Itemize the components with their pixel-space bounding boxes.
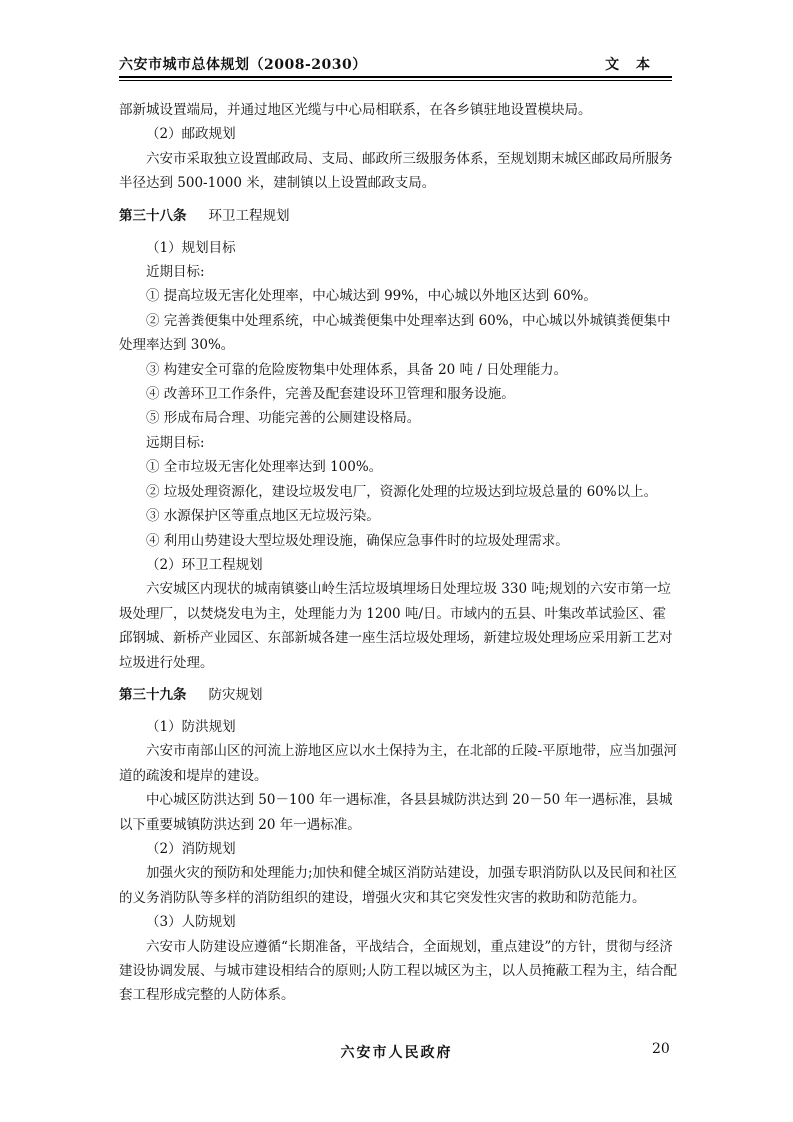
header-rule-thin — [119, 80, 672, 81]
list-item: ① 全市垃圾无害化处理率达到 100%。 — [146, 459, 383, 476]
footer-issuer: 六安市人民政府 — [340, 1045, 453, 1061]
paragraph: 中心城区防洪达到 50－100 年一遇标准，各县县城防洪达到 20－50 年一遇标准，县城以下重要城镇防洪达到 20 年一遇标准。 — [119, 792, 673, 833]
paragraph: 六安市人防建设应遵循“长期准备，平战结合，全面规划，重点建设”的方针，贯彻与经济建设协调发展、与城市建设相结合的原则;人防工程以城区为主，以人员掩蔽工程为主，结合配套工程形成完整的人防体系。 — [119, 938, 678, 1004]
page-number: 20 — [652, 1041, 670, 1057]
list-item: ⑤ 形成布局合理、功能完善的公厕建设格局。 — [146, 410, 421, 427]
list-item: ④ 改善环卫工作条件，完善及配套建设环卫管理和服务设施。 — [146, 386, 515, 403]
article-number: 第三十八条 — [119, 207, 187, 224]
paragraph: 六安市南部山区的河流上游地区应以水土保持为主，在北部的丘陵-平原地带，应当加强河道的疏浚和堤岸的建设。 — [119, 743, 678, 784]
paragraph: 六安市采取独立设置邮政局、支局、邮政所三级服务体系，至规划期末城区邮政局所服务半径达到 500-1000 米，建制镇以上设置邮政支局。 — [119, 150, 673, 192]
section-label: 文 本 — [605, 57, 656, 73]
document-title: 六安市城市总体规划（2008-2030） — [119, 57, 367, 73]
subheading: （2）消防规划 — [146, 840, 236, 857]
paragraph: 加强火灾的预防和处理能力;加快和健全城区消防站建设，加强专职消防队以及民间和社区的义务消防队等多样的消防组织的建设，增强火灾和其它突发性灾害的救助和防范能力。 — [119, 865, 678, 906]
list-item: ② 垃圾处理资源化，建设垃圾发电厂，资源化处理的垃圾达到垃圾总量的 60%以上。 — [146, 483, 658, 500]
paragraph: 部新城设置端局，并通过地区光缆与中心局相联系，在各乡镇驻地设置模块局。 — [119, 102, 592, 118]
header-rule — [119, 76, 672, 78]
subheading: （1）防洪规划 — [146, 718, 236, 735]
subheading: （3）人防规划 — [146, 914, 236, 931]
subheading: （2）环卫工程规划 — [146, 556, 263, 573]
article-title: 环卫工程规划 — [208, 207, 290, 224]
list-item: ③ 构建安全可靠的危险废物集中处理体系，具备 20 吨 / 日处理能力。 — [146, 361, 568, 378]
paragraph: 六安城区内现状的城南镇婆山岭生活垃圾填埋场日处理垃圾 330 吨;规划的六安市第一垃圾处理厂，以焚烧发电为主，处理能力为 1200 吨/日。市域内的五县、叶集改革试验区、霍邱钢城、新桥产业园区、东部新城各建一座生活垃圾处理场，新建垃圾处理场应采用新工艺对垃圾进行处理。 — [119, 581, 673, 671]
page-header — [119, 50, 672, 76]
subheading: （1）规划目标 — [146, 239, 236, 256]
body-text — [119, 98, 679, 1008]
list-item: ④ 利用山势建设大型垃圾处理设施，确保应急事件时的垃圾处理需求。 — [146, 532, 569, 549]
article-heading-38 — [119, 204, 679, 228]
list-heading: 远期目标: — [146, 434, 205, 451]
list-item: ③ 水源保护区等重点地区无垃圾污染。 — [146, 508, 380, 525]
list-item: ② 完善粪便集中处理系统，中心城粪便集中处理率达到 60%，中心城以外城镇粪便集中处理率达到 30%。 — [119, 312, 671, 354]
article-title: 防灾规划 — [208, 686, 263, 703]
article-number: 第三十九条 — [119, 686, 187, 703]
list-item: ① 提高垃圾无害化处理率，中心城达到 99%，中心城以外地区达到 60%。 — [146, 288, 597, 305]
list-heading: 近期目标: — [146, 264, 205, 281]
article-heading-39 — [119, 683, 679, 707]
subheading: （2）邮政规划 — [146, 126, 236, 143]
